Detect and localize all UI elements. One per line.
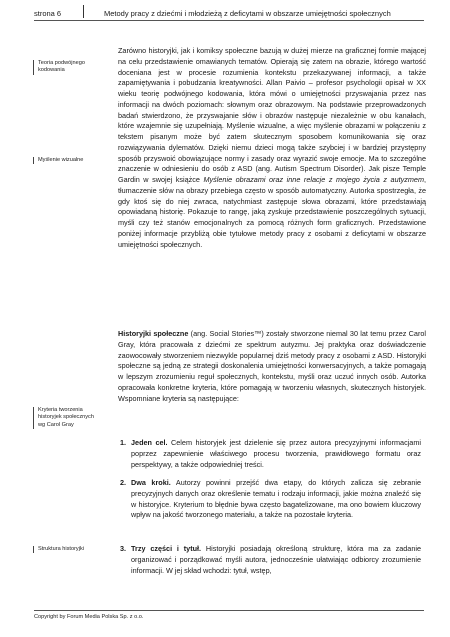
running-title: Metody pracy z dziećmi i młodzieżą z deficytami w obszarze umiejętności społecznych (104, 9, 391, 18)
page-header (0, 0, 450, 40)
list-number: 3. (120, 544, 127, 553)
book-title: Myślenie obrazami oraz inne relacje z mojego życia z autyzmem (203, 175, 424, 184)
list-text: Autorzy powinni przejść dwa etapy, do których zalicza się zebranie precyzyjnych danych oraz określenie tematu i rodzaju informacji, jakie można znaleźć się w historyjce. Kryterium to błędnie bywa często bagatelizowane, ma ono bowiem kluczowy wpływ na jakość tworzonego materiału, a także na pozostałe kryteria. (131, 478, 421, 520)
list-term: Dwa kroki. (131, 478, 171, 487)
term-heading: Historyjki społeczne (118, 329, 189, 338)
list-number: 2. (120, 478, 127, 487)
page-number: strona 6 (34, 9, 62, 18)
margin-note-criteria: Kryteria tworzenia historyjek społecznych wg Carol Gray (33, 407, 98, 429)
header-divider (83, 5, 84, 18)
paragraph-intro (118, 46, 426, 250)
footer-rule (34, 610, 424, 611)
paragraph-text: Zarówno historyjki, jak i komiksy społeczne bazują w dużej mierze na graficznej formie mającej na celu przedstawienie omawianych tematów. Opierają się zatem na obrazie, którego wartość doceniana jest w procesie rozumienia kontekstu przekazywanej informacji, a także zapamiętywania i pobudzania kreatywności. Allan Paivio – profesor psychologii opisał w XX wieku teorię podwójnego kodowania, która mówi o umiejętności przyswajania przez nas informacji na dwóch poziomach: słownym oraz obrazowym. Na podstawie przeprowadzonych badań stwierdzono, że przyswajanie słów i obrazów następuje niezależnie w obu kanałach, które wzajemnie się uzupełniają. Myślenie wizualne, a więc myślenie obrazami w połączeniu z tekstem pisanym może być zatem skutecznym sposobem komunikowania się oraz rozwiązywania dylematów. Dzięki niemu dzieci mogą także szybciej i w bardziej przystępny sposób przyswoić obowiązujące normy i zasady oraz wyrazić swoje emocje. Ma to szczególne znaczenie w odniesieniu do osób z ASD (ang. Autism Spectrum Disorder). Jak pisze Temple Gardin w swojej książce (118, 46, 426, 184)
list-term: Jeden cel. (131, 438, 168, 447)
margin-note-dual-coding: Teoria podwójnego kodowania (33, 60, 98, 75)
list-term: Trzy części i tytuł. (131, 544, 202, 553)
paragraph-social-stories (118, 329, 426, 404)
copyright-footer: Copyright by Forum Media Polska Sp. z o.o. (34, 614, 144, 620)
list-number: 1. (120, 438, 127, 447)
margin-note-visual-thinking: Myślenie wizualne (33, 157, 98, 164)
list-text: Celem historyjek jest dzielenie się przez autora precyzyjnymi informacjami poprzez zapewnienie właściwego procesu tworzenia, prawidłowego formatu oraz perspektywy, a także odpowiedniej treści. (131, 438, 421, 469)
paragraph-text: (ang. Social Stories™) zostały stworzone niemal 30 lat temu przez Carol Gray, która pracowała z dziećmi ze spektrum autyzmu. Jej praktyka oraz doświadczenie zaowocowały stworzeniem niezwykle popularnej dziś metody pracy z osobami z ASD. Historyjki społeczne są jedną ze strategii doskonalenia umiejętności konwersacyjnych, a także pomagają w lepszym zrozumieniu reguł społecznych, kontekstu, myśli oraz uczuć innych osób. Autorka opracowała konkretne kryteria, które pomagają w tworzeniu własnych, skutecznych historyjek. Wspomniane kryteria są następujące: (118, 329, 426, 403)
paragraph-text: , tłumaczenie słów na obrazy przebiega często w sposób automatyczny. Autorka spostrzegła, że gdy ktoś się do niej zwraca, natychmiast zastępuje słowa obrazami, które przedstawiają opowiadaną historię. Pokazuje to rangę, jaką zyskuje przedstawienie poszczególnych sytuacji, myśli czy też stanów emocjonalnych za pomocą różnych form graficznych. Przedstawione poniżej informacje przybliżą obie tytułowe metody pracy z osobami z deficytami w obszarze umiejętności społecznych. (118, 175, 426, 249)
list-text: Historyjki posiadają określoną strukturę, która ma za zadanie organizować i porządkować myśli autora, jednocześnie ułatwiając odbiorcy zrozumienie informacji. W jej skład wchodzi: tytuł, wstęp, (131, 544, 421, 575)
header-rule (34, 20, 424, 21)
margin-note-structure: Struktura historyjki (33, 546, 98, 553)
